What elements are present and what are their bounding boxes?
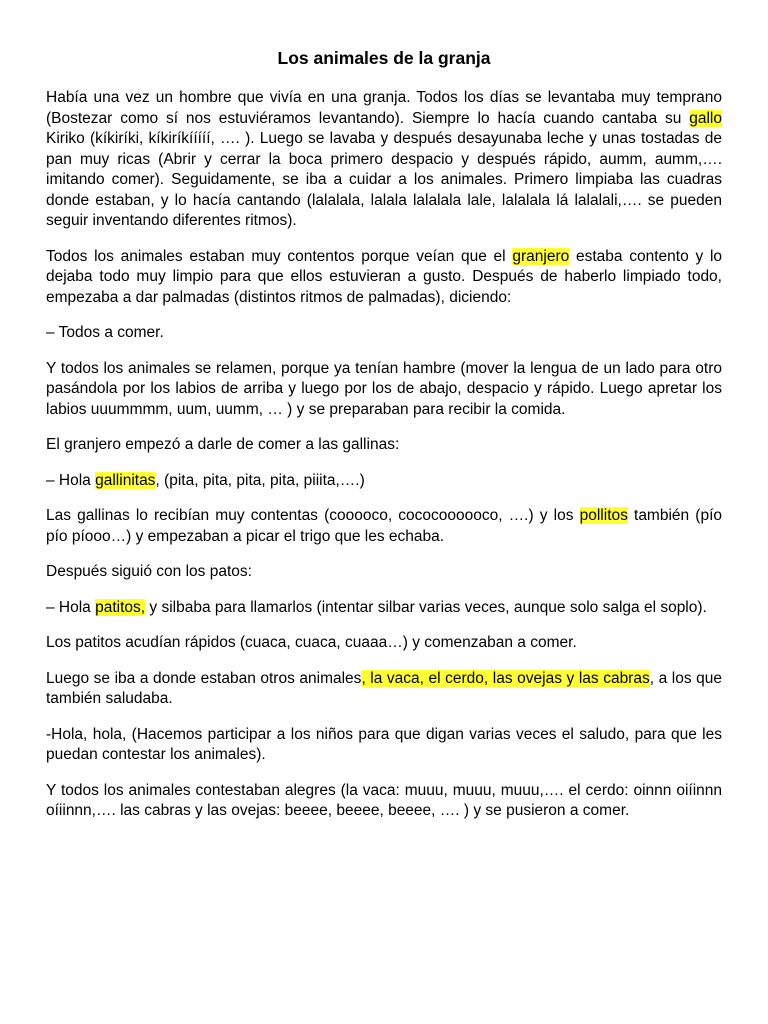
paragraph xyxy=(46,471,722,492)
text-run: El granjero empezó a darle de comer a las gallinas: xyxy=(46,436,400,453)
paragraph xyxy=(46,435,722,456)
paragraph xyxy=(46,562,722,583)
text-run: Y todos los animales se relamen, porque ya tenían hambre (mover la lengua de un lado para otro pasándola por los labios de arriba y luego por los de abajo, despacio y rápido. Luego apretar los labios uuummmm, uum, uumm, … ) y se preparaban para recibir la comida. xyxy=(46,359,722,418)
paragraph xyxy=(46,323,722,344)
text-run: -Hola, hola, (Hacemos participar a los niños para que digan varias veces el saludo, para que les puedan contestar los animales). xyxy=(46,725,722,763)
highlighted-text: gallo xyxy=(689,109,722,127)
highlighted-text: pollitos xyxy=(579,507,628,524)
text-run: – Hola xyxy=(46,471,96,489)
text-run: – Hola xyxy=(46,598,96,616)
text-run: Todos los animales estaban muy contentos porque veían que el xyxy=(46,247,513,265)
paragraph xyxy=(46,669,722,710)
text-run: Había una vez un hombre que vivía en una granja. Todos los días se levantaba muy temprano (Bostezar como sí nos estuviéramos levantando). Siempre lo hacía cuando cantaba su xyxy=(46,89,722,127)
paragraph xyxy=(46,359,722,421)
text-run: Y todos los animales contestaban alegres (la vaca: muuu, muuu, muuu,…. el cerdo: oinnn oiíinnn oíiinnn,…. las cabras y las ovejas: beeee, beeee, beeee, …. ) y se pusieron a comer. xyxy=(46,781,722,819)
text-run: – Todos a comer. xyxy=(46,324,164,341)
text-run: Los patitos acudían rápidos (cuaca, cuaca, cuaaa…) y comenzaban a comer. xyxy=(46,634,577,651)
paragraph xyxy=(46,88,722,232)
text-run: , a los que también saludaba. xyxy=(46,669,722,707)
text-run: Kiriko (kíkiríki, kíkiríkííííí, …. ). Luego se lavaba y después desayunaba leche y unas tostadas de pan muy ricas (Abrir y cerrar la boca primero despacio y después rápido, aumm, aumm,…. imitando comer). Seguidamente, se iba a cuidar a los animales. Primero limpiaba las cuadras donde estaban, y lo hacía cantando (lalalala, lalala lalalala lale, lalalala lá lalalali,…. se pueden seguir inventando diferentes ritmos). xyxy=(46,130,722,229)
paragraph xyxy=(46,725,722,766)
paragraph xyxy=(46,598,722,619)
paragraph xyxy=(46,247,722,309)
highlighted-text: , la vaca, el cerdo, las ovejas y las cabras xyxy=(361,669,650,687)
text-run: , (pita, pita, pita, pita, piiita,….) xyxy=(155,471,365,489)
paragraph xyxy=(46,781,722,822)
highlighted-text: gallinitas xyxy=(95,471,156,489)
text-run: Después siguió con los patos: xyxy=(46,563,252,580)
document-body xyxy=(46,88,722,822)
paragraph xyxy=(46,506,722,547)
text-run: y silbaba para llamarlos (intentar silbar varias veces, aunque solo salga el soplo). xyxy=(145,598,707,616)
document-title: Los animales de la granja xyxy=(277,48,491,68)
text-run: estaba contento y lo dejaba todo muy limpio para que ellos estuvieran a gusto. Después de haberlo limpiado todo, empezaba a dar palmadas (distintos ritmos de palmadas), diciendo: xyxy=(46,247,723,306)
highlighted-text: patitos, xyxy=(95,598,146,616)
highlighted-text: granjero xyxy=(512,247,570,265)
text-run: también (pío pío píooo…) y empezaban a picar el trigo que les echaba. xyxy=(46,507,722,545)
paragraph xyxy=(46,633,722,654)
text-run: Las gallinas lo recibían muy contentas (cooooco, cococoooooco, ….) y los xyxy=(46,507,580,524)
text-run: Luego se iba a donde estaban otros animales xyxy=(46,669,362,687)
